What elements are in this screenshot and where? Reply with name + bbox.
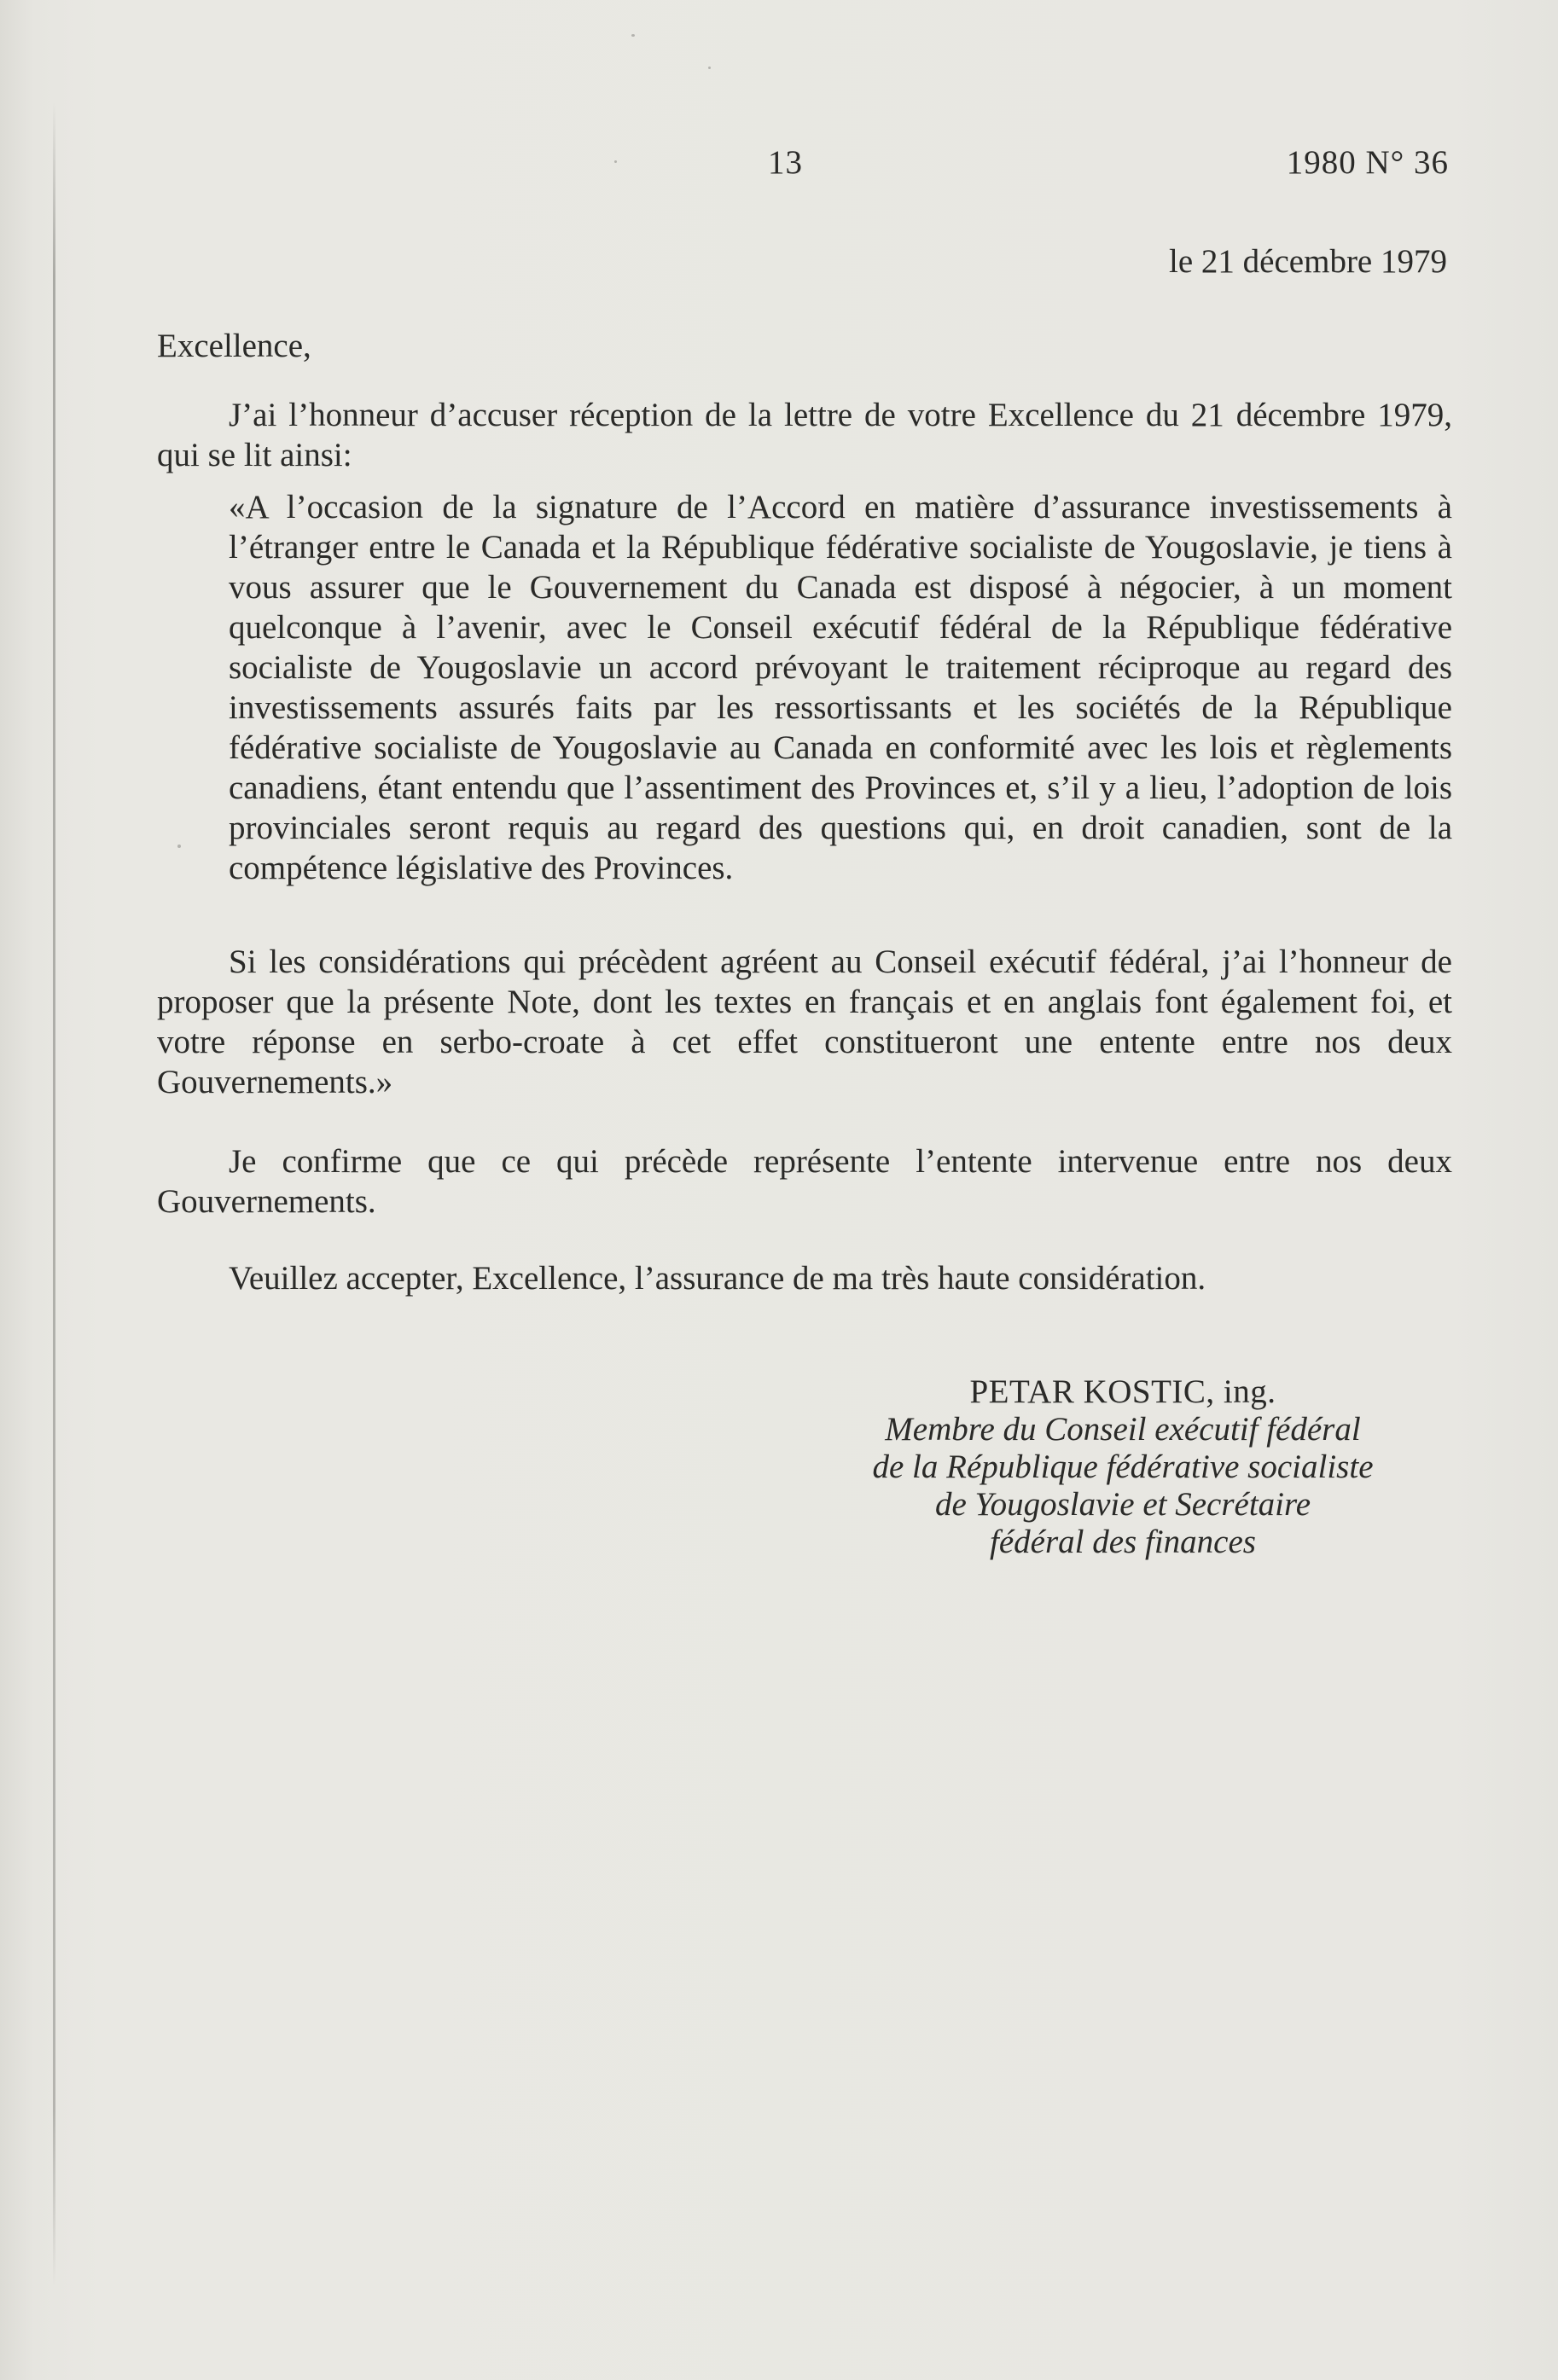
- paper-speck: [177, 845, 181, 848]
- signatory-title-line: Membre du Conseil exécutif fédéral: [885, 1411, 1361, 1448]
- signatory-title-line: de Yougoslavie et Secrétaire: [934, 1486, 1311, 1523]
- paragraph-closing: Veuillez accepter, Excellence, l’assurance de ma très haute considération.: [229, 1260, 1206, 1297]
- page-binding-edge: [53, 102, 55, 2286]
- year-and-number: 1980 N° 36: [1286, 144, 1449, 181]
- page-number: 13: [768, 144, 803, 181]
- signatory-title-line: de la République fédérative socialiste: [872, 1448, 1374, 1485]
- signatory-name: PETAR KOSTIC, ing.: [969, 1373, 1276, 1410]
- salutation: Excellence,: [157, 328, 311, 364]
- paper-speck: [708, 67, 711, 69]
- letter-date: le 21 décembre 1979: [1169, 243, 1447, 280]
- paper-speck: [614, 160, 617, 163]
- quoted-paragraph-1: «A l’occasion de la signature de l’Accord en matière d’assurance investissements à l’étranger entre le Canada et la République fédérative socialiste de Yougoslavie, je tiens à vous assurer que le Gouvernement du Canada est disposé à négocier, à un moment quelconque à l’avenir, avec le Conseil exécutif fédéral de la République fédérative socialiste de Yougoslavie un accord prévoyant le traitement réciproque au regard des investissements assurés faits par les ressortissants et les sociétés de la République fédérative socialiste de Yougoslavie au Canada en conformité avec les lois et règlements canadiens, étant entendu que l’assentiment des Provinces et, s’il y a lieu, l’adoption de lois provinciales seront requis au regard des questions qui, en droit canadien, sont de la compétence législative des Provinces.: [229, 489, 1452, 886]
- paragraph-acknowledgement: J’ai l’honneur d’accuser réception de la lettre de votre Excellence du 21 décembre 1979, qui se lit ainsi:: [157, 397, 1452, 473]
- paper-speck: [631, 34, 635, 37]
- quoted-paragraph-2: Si les considérations qui précèdent agréent au Conseil exécutif fédéral, j’ai l’honneur de proposer que la présente Note, dont les textes en français et en anglais font également foi, et votre réponse en serbo-croate à cet effet constitueront une entente entre nos deux Gouvernements.»: [157, 943, 1452, 1100]
- paragraph-confirmation: Je confirme que ce qui précède représente l’entente intervenue entre nos deux Gouvernements.: [157, 1143, 1452, 1220]
- signatory-title-line: fédéral des finances: [990, 1524, 1256, 1560]
- signature-block: [799, 1373, 1447, 1561]
